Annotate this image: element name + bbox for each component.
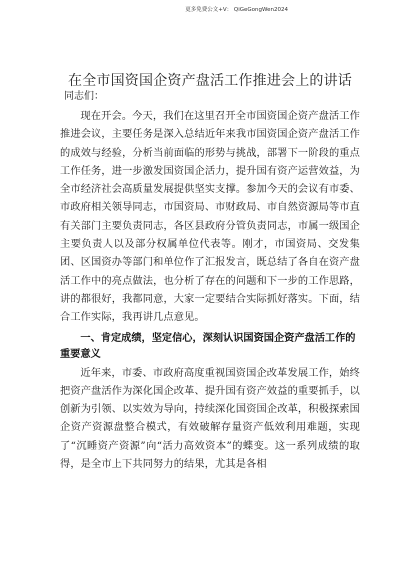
header-note: 更多免费公文+V： QiGeGongWen2024 xyxy=(185,7,288,13)
document-title: 在全市国资国企资产盘活工作推进会上的讲话 xyxy=(68,73,352,89)
intro-paragraph: 现在开会。今天，我们在这里召开全市国资国企资产盘活工作推进会议，主要任务是深入总结近年来我市国资国企资产盘活工作的成效与经验，分析当前面临的形势与挑战，部署下一阶段的重点工作任务，进一步激发国资国企活力，提升国有资产运营效益，为全市经济社会高质量发展提供坚实支撑。参加今天的会议有市委、市政府相关领导同志，市国资局、市财政局、市自然资源局等市直有关部门主要负责同志，各区县政府分管负责同志，市属一级国企主要负责人以及部分权属单位代表等。刚才，市国资局、交发集团、区国资办等部门和单位作了汇报发言，既总结了各自在资产盘活工作中的亮点做法，也分析了存在的问题和下一步的工作思路，讲的都很好，我都同意，大家一定要结合实际抓好落实。下面，结合工作实际，我再讲几点意见。 xyxy=(60,111,360,324)
section-1-paragraph: 近年来，市委、市政府高度重视国资国企改革发展工作，始终把资产盘活作为深化国企改革、提升国有资产效益的重要抓手，以创新为引领、以实效为导向，持续深化国资国企改革，积极探索国企资产资源盘整合模式，有效破解存量资产低效利用难题，实现了“沉睡资产资源”向“活力高效资本”的蝶变。这一系列成绩的取得，是全市上下共同努力的结果，尤其是各相 xyxy=(60,367,360,471)
document-body xyxy=(60,72,360,474)
section-1-heading: 一、肯定成绩，坚定信心，深刻认识国资国企资产盘活工作的重要意义 xyxy=(60,331,356,361)
salutation: 同志们： xyxy=(64,91,104,102)
